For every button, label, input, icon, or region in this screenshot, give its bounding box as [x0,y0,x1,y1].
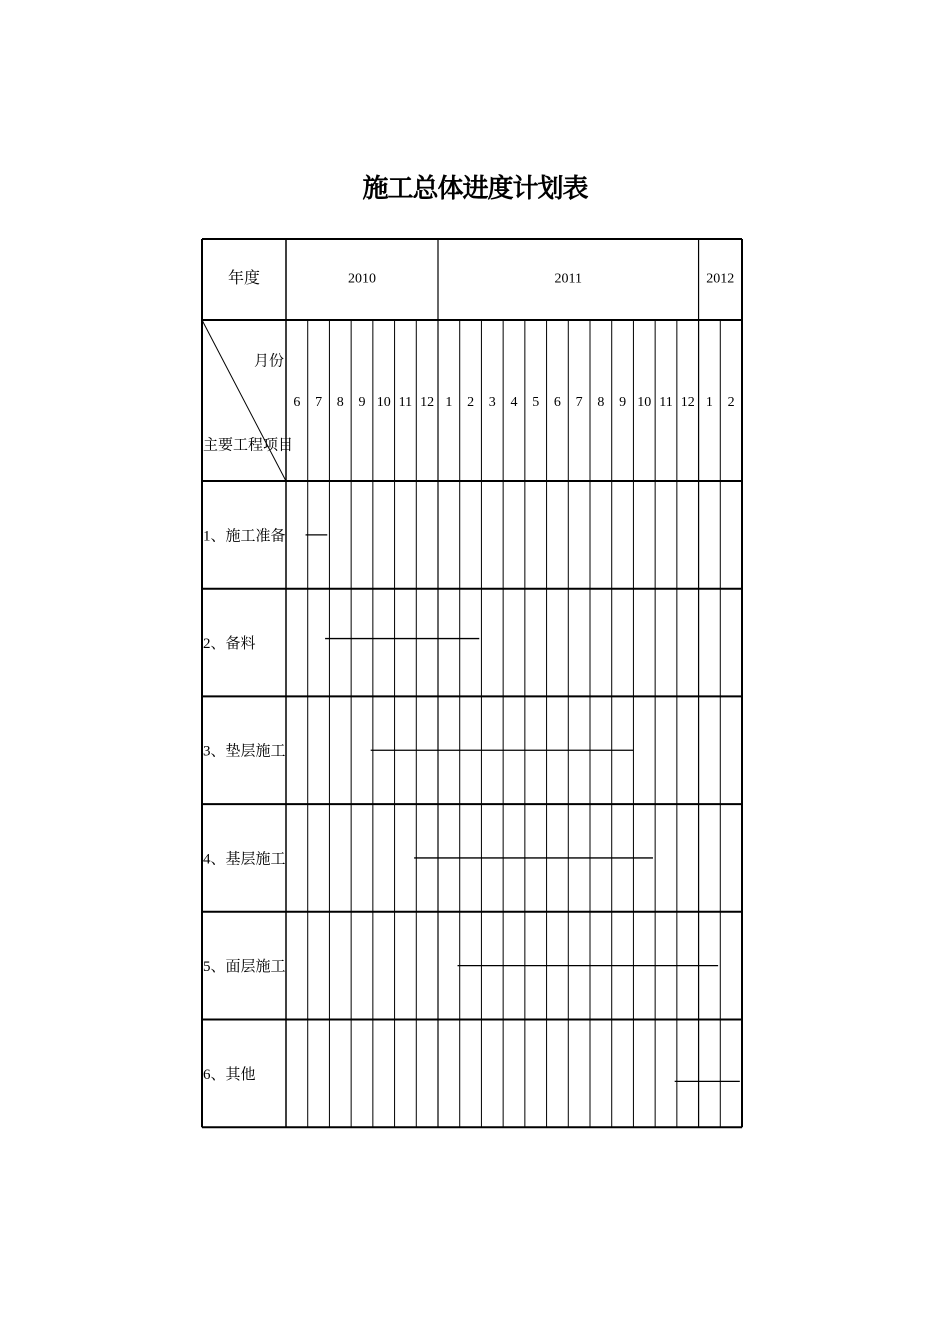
year-header-label: 年度 [227,270,261,288]
task-name: 3、垫层施工 [203,743,286,760]
month-label: 12 [680,395,695,411]
month-label: 5 [532,395,540,411]
month-label: 6 [293,395,301,411]
task-name: 1、施工准备 [203,528,286,545]
month-label: 11 [398,395,413,411]
task-name: 4、基层施工 [203,851,286,868]
month-label: 9 [358,395,366,411]
month-label: 8 [597,395,605,411]
page-title: 施工总体进度计划表 [362,174,588,204]
year-label: 2012 [706,271,735,287]
task-name: 2、备料 [203,635,256,652]
task-name: 5、面层施工 [203,959,286,976]
month-label: 11 [659,395,673,411]
month-label: 1 [445,395,453,411]
project-header-label: 主要工程项目 [203,437,294,454]
month-label: 8 [336,395,344,411]
month-label: 2 [727,395,735,411]
year-label: 2011 [554,271,583,287]
year-label: 2010 [348,271,376,287]
month-header-label: 月份 [253,353,284,370]
month-label: 3 [488,395,496,411]
month-label: 7 [315,395,323,411]
month-label: 10 [637,395,652,411]
month-label: 7 [575,395,583,411]
month-label: 12 [420,395,435,411]
month-label: 2 [467,395,475,411]
task-name: 6、其他 [203,1066,256,1083]
month-label: 6 [553,395,561,411]
month-label: 10 [376,395,391,411]
month-label: 1 [705,395,713,411]
month-label: 9 [619,395,627,411]
header-diagonal [202,320,286,481]
month-label: 4 [510,395,518,411]
